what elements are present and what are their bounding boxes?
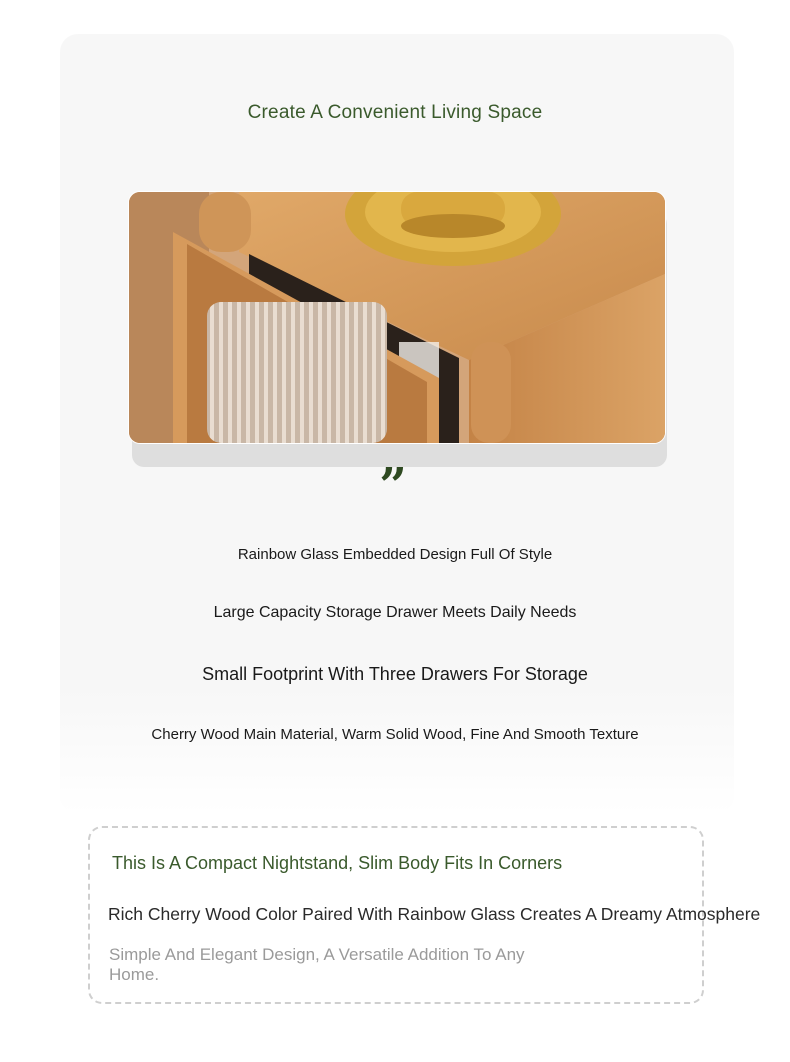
feature-storage-drawer: Large Capacity Storage Drawer Meets Daily Needs xyxy=(213,604,577,621)
summary-title: This Is A Compact Nightstand, Slim Body Fits In Corners xyxy=(112,853,563,873)
quote-mark-icon: ” xyxy=(379,458,411,514)
feature-three-drawers: Small Footprint With Three Drawers For Storage xyxy=(202,664,588,684)
product-photo xyxy=(128,191,666,444)
feature-rainbow-glass: Rainbow Glass Embedded Design Full Of Style xyxy=(237,546,553,563)
headline: Create A Convenient Living Space xyxy=(247,102,543,123)
summary-subtext: Simple And Elegant Design, A Versatile Addition To Any Home. xyxy=(109,945,525,984)
feature-cherry-wood: Cherry Wood Main Material, Warm Solid Wood, Fine And Smooth Texture xyxy=(151,726,639,743)
summary-line: Rich Cherry Wood Color Paired With Rainbow Glass Creates A Dreamy Atmosphere xyxy=(108,904,761,924)
nightstand-illustration xyxy=(129,192,665,443)
